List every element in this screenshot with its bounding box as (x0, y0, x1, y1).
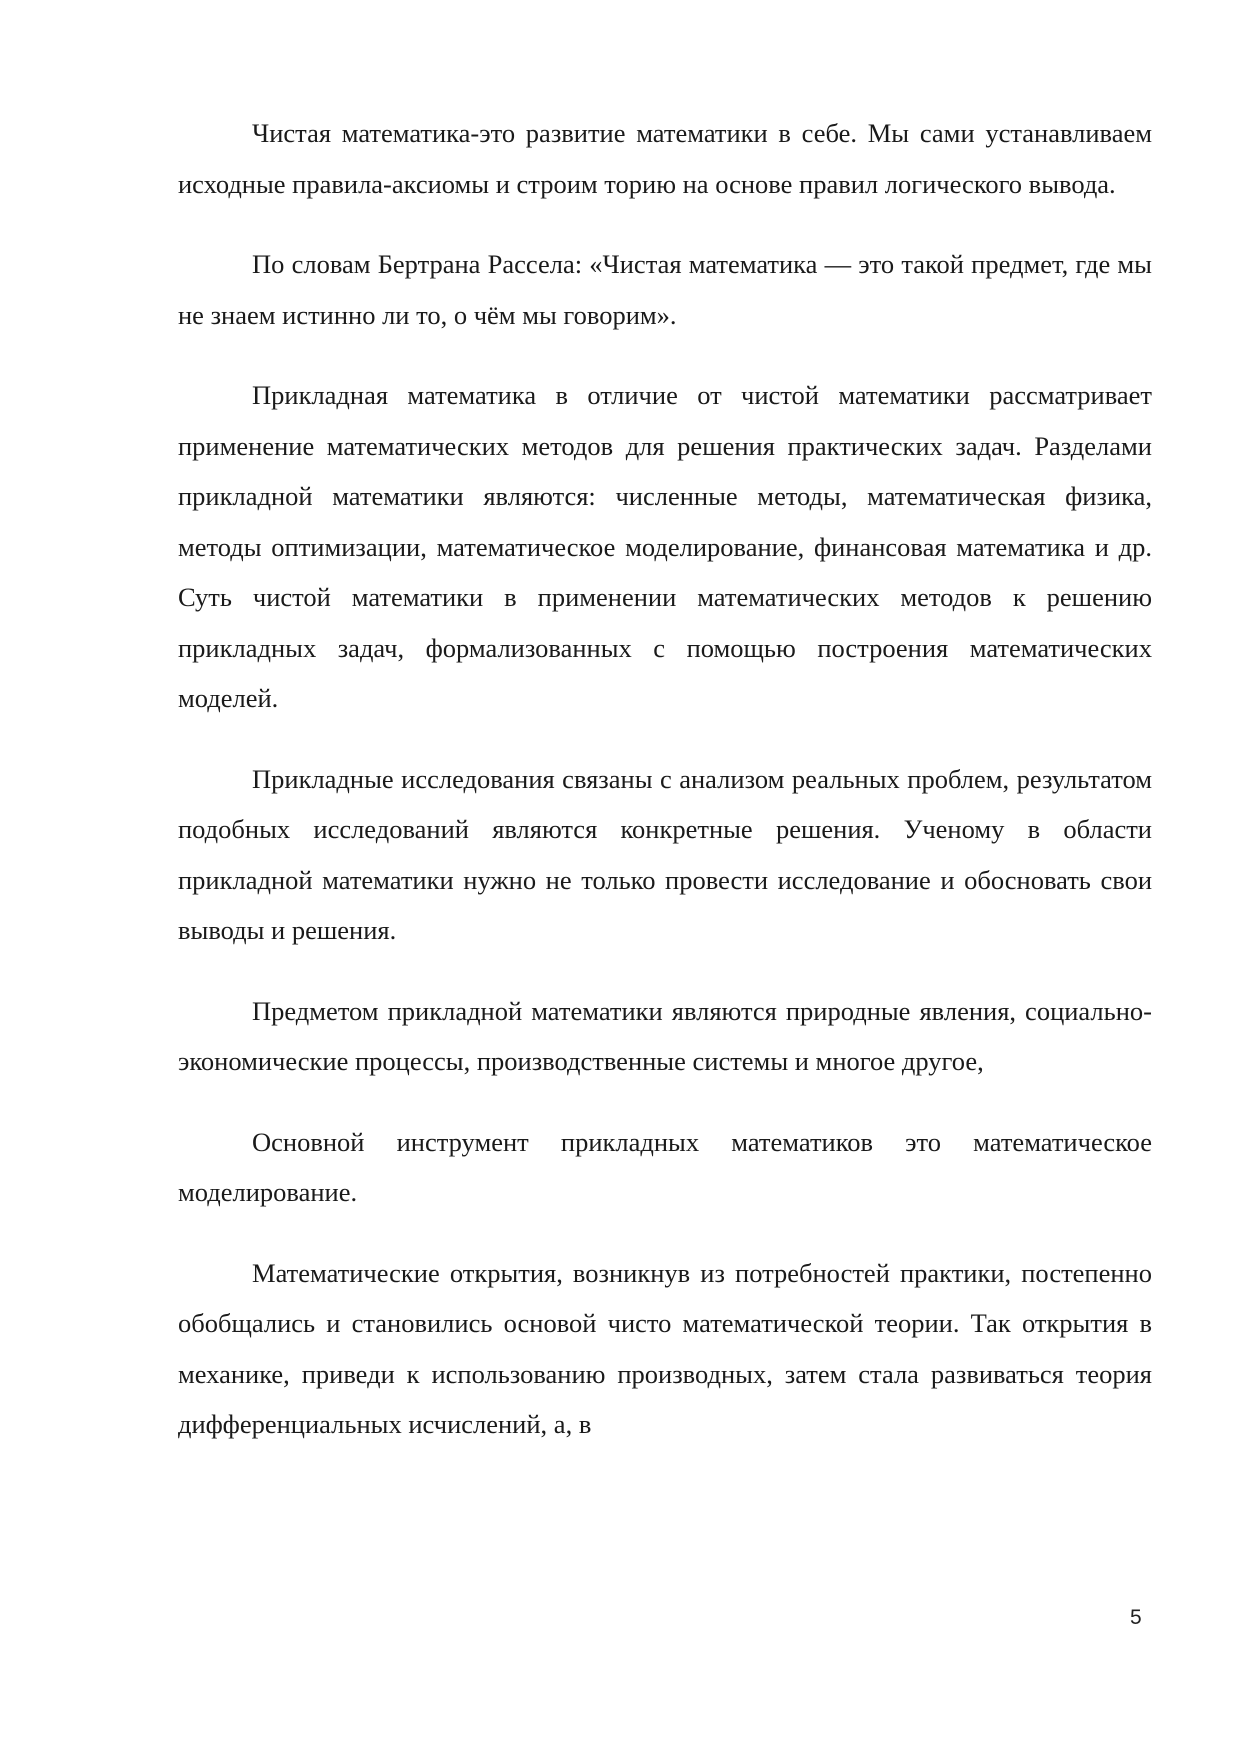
paragraph-applied-research: Прикладные исследования связаны с анализом реальных проблем, результатом подобных исследований являются конкретные решения. Ученому в области прикладной математики нужно не только провести исследование и обосновать свои выводы и решения. (178, 763, 1152, 945)
paragraph-applied-math: Прикладная математика в отличие от чистой математики рассматривает применение математических методов для решения практических задач. Разделами прикладной математики являются: численные методы, математическая физика, методы оптимизации, математическое моделирование, финансовая математика и др. Суть чистой математики в применении математических методов к решению прикладных задач, формализованных с помощью построения математических моделей. (178, 380, 1152, 713)
paragraph-pure-math-definition: Чистая математика-это развитие математики в себе. Мы сами устанавливаем исходные правила-аксиомы и строим торию на основе правил логического вывода. (178, 118, 1152, 199)
paragraph-mathematical-discoveries: Математические открытия, возникнув из потребностей практики, постепенно обобщались и становились основой чисто математической теории. Так открытия в механике, приведи к использованию производных, затем стала развиваться теория дифференциальных исчислений, а, в (178, 1257, 1152, 1439)
page-number: 5 (1130, 1606, 1142, 1629)
paragraph-main-instrument: Основной инструмент прикладных математиков это математическое моделирование. (178, 1126, 1152, 1207)
paragraph-subject-of-applied-math: Предметом прикладной математики являются природные явления, социально-экономические процессы, производственные системы и многое другое, (178, 995, 1152, 1076)
document-body (178, 108, 1152, 1480)
paragraph-russell-quote: По словам Бертрана Рассела: «Чистая математика — это такой предмет, где мы не знаем истинно ли то, о чём мы говорим». (178, 249, 1152, 330)
